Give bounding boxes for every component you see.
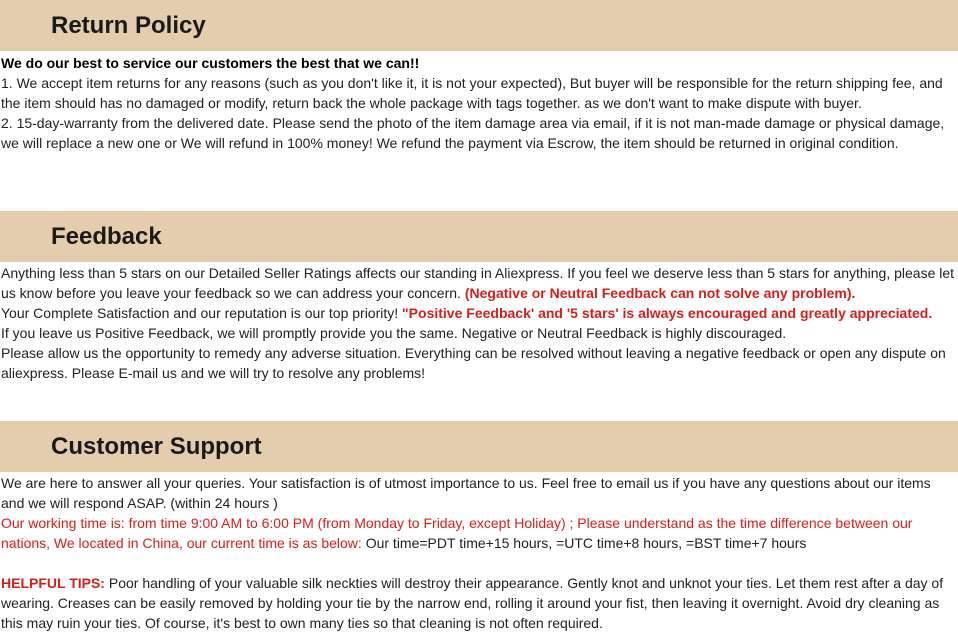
feedback-heading: Feedback xyxy=(51,223,162,250)
customer-support-paragraph-2 xyxy=(1,513,957,553)
feedback-paragraph-1 xyxy=(1,263,957,303)
feedback-p2-text: Your Complete Satisfaction and our reputation is our top priority! xyxy=(1,305,403,321)
helpful-tips-label: HELPFUL TIPS: xyxy=(1,575,105,591)
customer-support-heading: Customer Support xyxy=(51,433,262,460)
feedback-header xyxy=(0,211,958,262)
feedback-p1-text: Anything less than 5 stars on our Detailed Seller Ratings affects our standing in Aliexpress. If you feel we deserve less than 5 stars for anything, please let us know before you leave your feedback so we can address your concern. xyxy=(1,265,955,301)
spacer xyxy=(1,553,957,573)
working-time-text: Our working time is: from time 9:00 AM to 6:00 PM (from Monday to Friday, except Holiday) ; Please understand as the time difference between our nations, We located in China, our current time is as below: xyxy=(1,515,913,551)
return-policy-heading: Return Policy xyxy=(51,12,206,39)
feedback-paragraph-3: If you leave us Positive Feedback, we will promptly provide you the same. Negative or Neutral Feedback is highly discouraged. xyxy=(1,325,787,341)
current-time-text: Our time=PDT time+15 hours, =UTC time+8 hours, =BST time+7 hours xyxy=(365,535,807,551)
customer-support-paragraph-1: We are here to answer all your queries. Your satisfaction is of utmost importance to us. Feel free to email us if you have any questions about our items and we will respond ASAP. (within 24 hours ) xyxy=(1,475,931,511)
return-policy-intro: We do our best to service our customers the best that we can!! xyxy=(1,55,420,71)
return-policy-item-2: 2. 15-day-warranty from the delivered date. Please send the photo of the item damage area via email, if it is not man-made damage or physical damage, we will replace a new one or We will refund in 100% money! We refund the payment via Escrow, the item should be returned in original condition. xyxy=(1,115,945,151)
return-policy-header xyxy=(0,0,958,51)
feedback-paragraph-2 xyxy=(1,303,957,323)
return-policy-body xyxy=(1,53,957,153)
customer-support-header xyxy=(0,421,958,472)
feedback-p2-highlight: "Positive Feedback' and '5 stars' is always encouraged and greatly appreciated. xyxy=(402,305,933,321)
feedback-paragraph-4: Please allow us the opportunity to remedy any adverse situation. Everything can be resolved without leaving a negative feedback or open any dispute on aliexpress. Please E-mail us and we will try to resolve any problems! xyxy=(1,345,946,381)
return-policy-item-1: 1. We accept item returns for any reasons (such as you don't like it, it is not your expected), But buyer will be responsible for the return shipping fee, and the item should has no damaged or modify, return back the whole package with tags together. as we don't want to make dispute with buyer. xyxy=(1,75,943,111)
helpful-tips-text: Poor handling of your valuable silk neckties will destroy their appearance. Gently knot and unknot your ties. Let them rest after a day of wearing. Creases can be easily removed by holding your tie by the narrow end, rolling it around your fist, then leaving it overnight. Avoid dry cleaning as this may ruin your ties. Of course, it's best to own many ties so that cleaning is not often required. xyxy=(1,575,944,631)
customer-support-body xyxy=(1,473,957,633)
feedback-body xyxy=(1,263,957,383)
feedback-p1-warning: (Negative or Neutral Feedback can not solve any problem). xyxy=(464,285,856,301)
helpful-tips-paragraph xyxy=(1,573,957,633)
